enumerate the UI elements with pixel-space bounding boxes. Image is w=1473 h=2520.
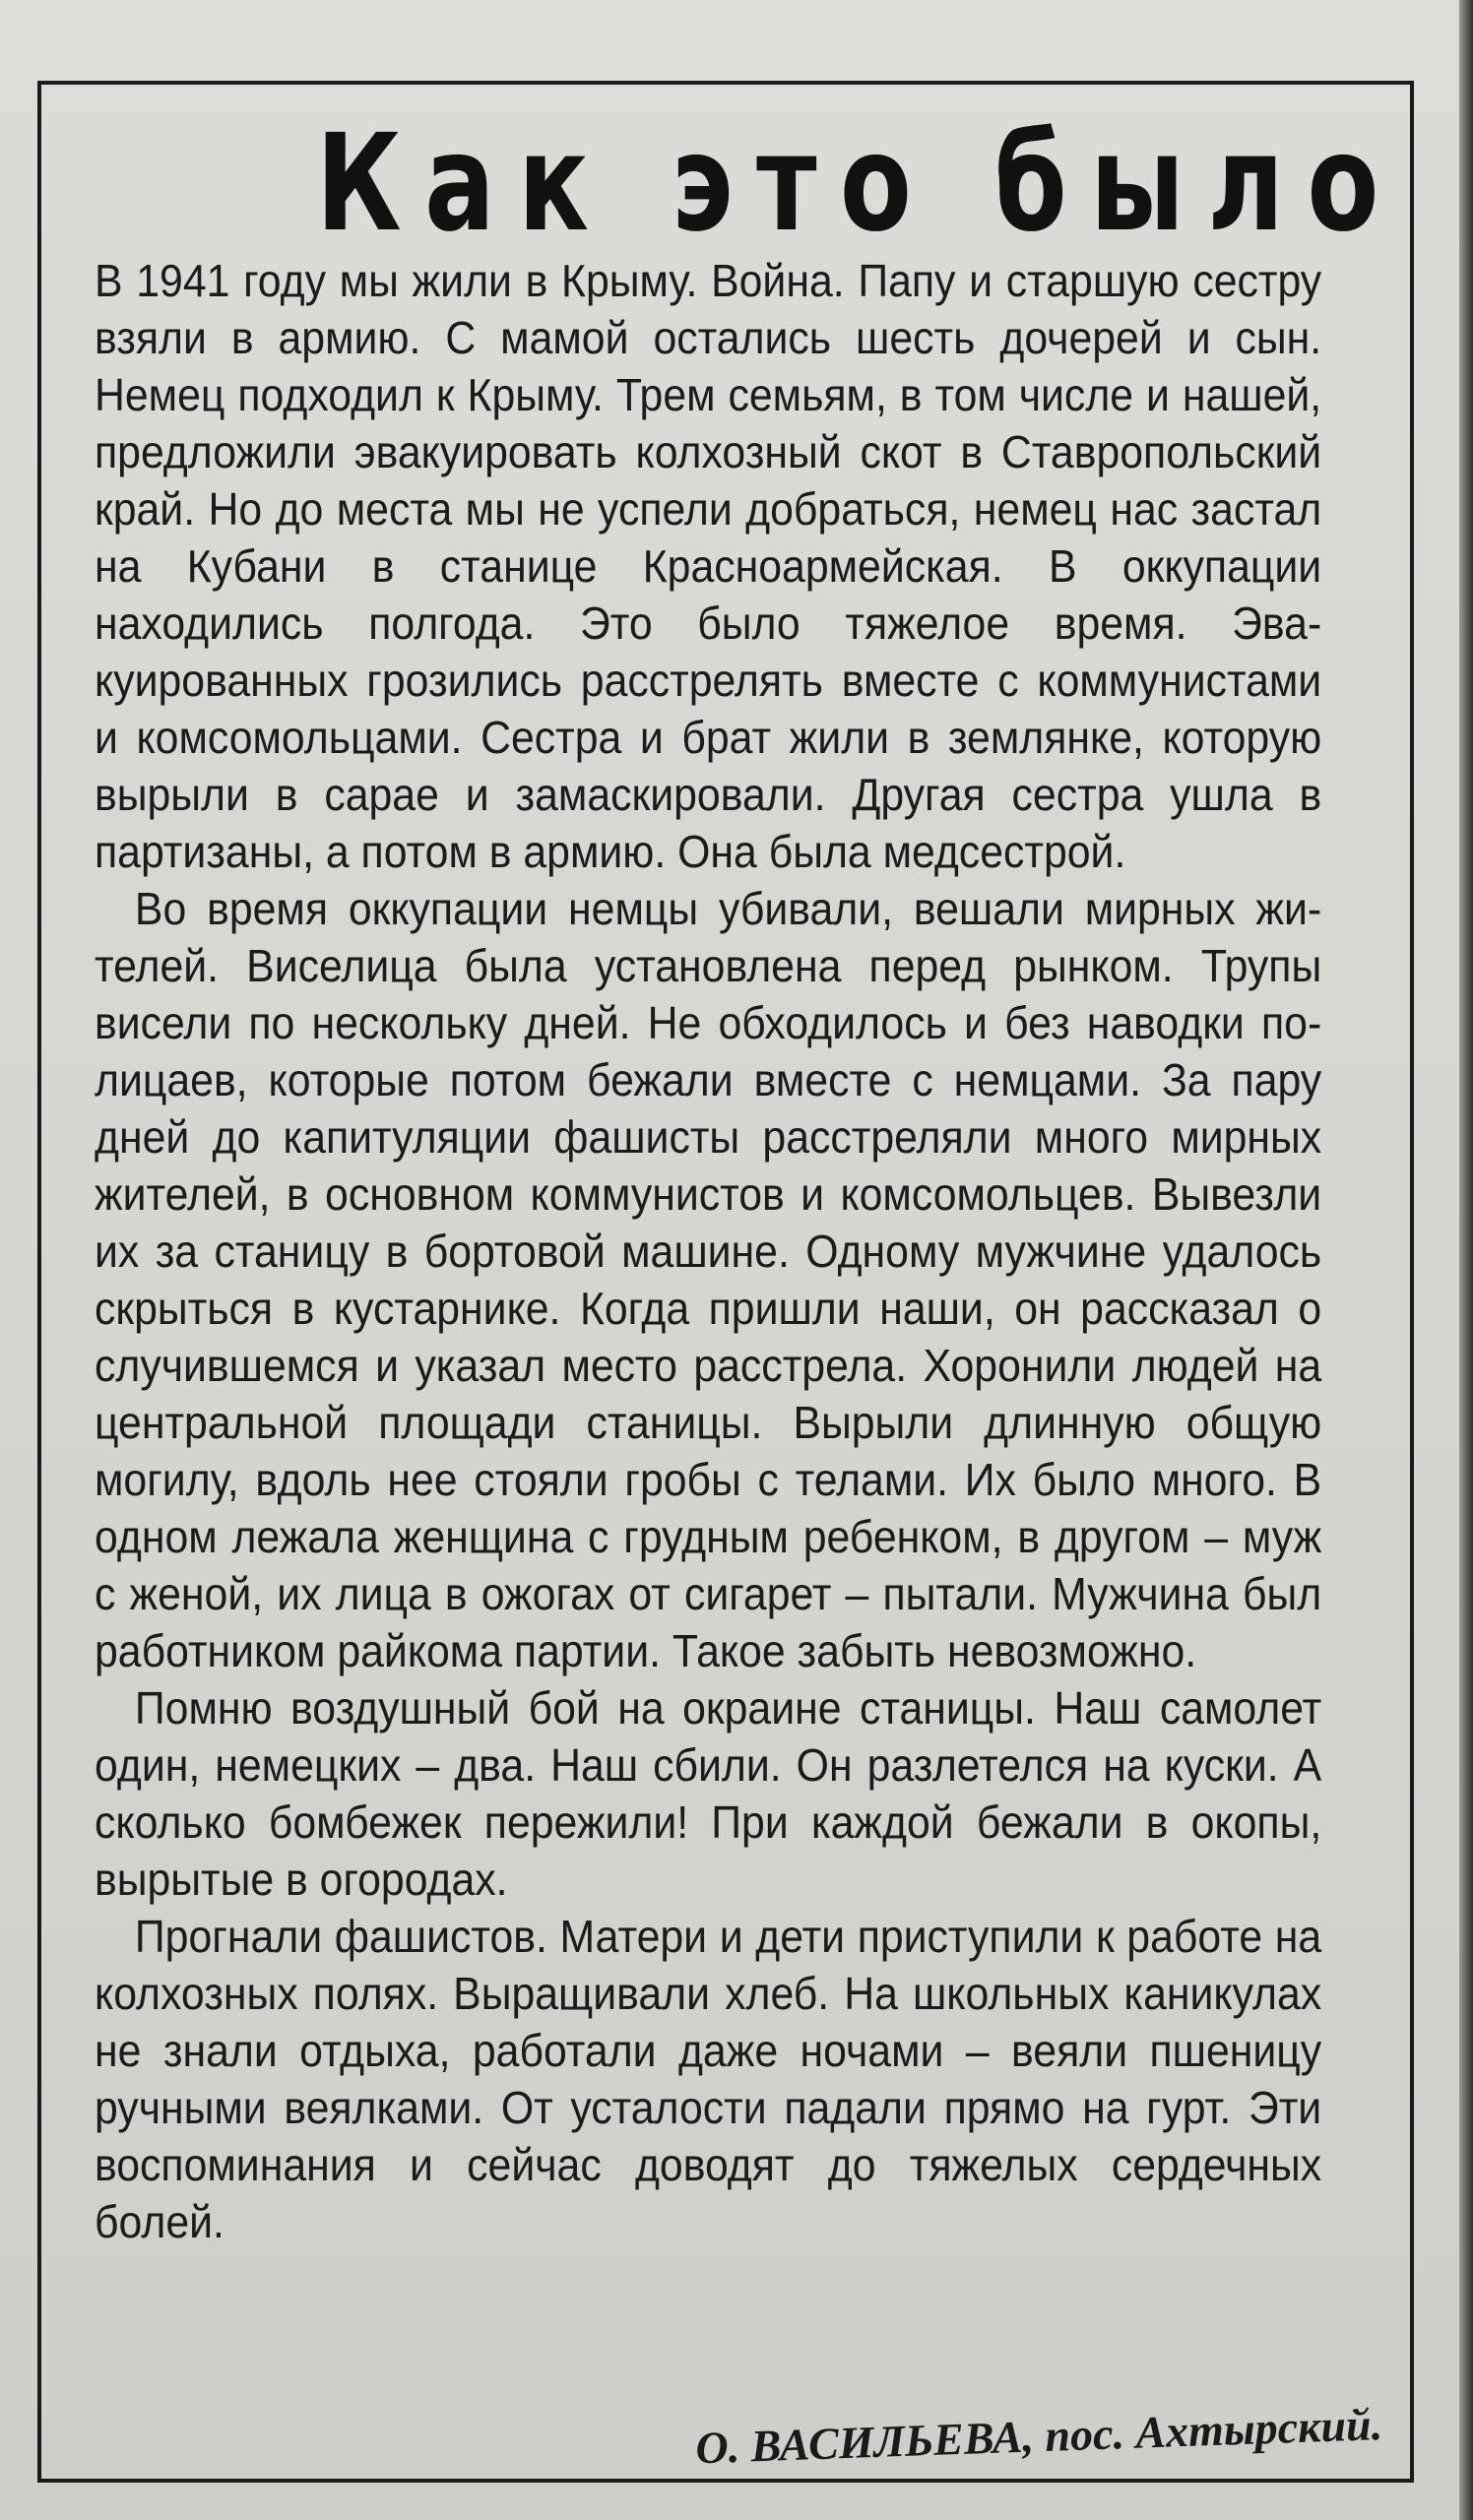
article-paragraph-1: В 1941 году мы жили в Крыму. Война. Папу и старшую сестру взяли в армию. С мамой остались шесть дочерей и сын. Немец подходил к Крыму. Трем семьям, в том числе и нашей, предложили эвакуировать колхозный скот в Ставропольский край. Но до места мы не успели добраться, немец нас застал на Кубани в станице Красноармейская. В оккупации находились полгода. Это было тяжелое время. Эвакуированных грозились расстрелять вместе с коммунистами и комсомольцами. Сестра и брат жили в землянке, которую вырыли в сарае и замаскировали. Другая сестра ушла в партизаны, а потом в армию. Она была медсестрой. [95,255,1322,877]
article-title: Как это было [316,106,1402,262]
article-body [95,252,1321,2250]
page-shadow-edge [1459,0,1473,2520]
author-signature: О. ВАСИЛЬЕВА, пос. Ахтырский. [694,2399,1383,2474]
article-paragraph-3: Помню воздушный бой на окраине станицы. Наш самолет один, немецких – два. Наш сбили. Он разлетелся на куски. А сколько бомбежек пережили! При каждой бежали в окопы, вырытые в огородах. [95,1682,1322,1905]
article-paragraph-4: Прогнали фашистов. Матери и дети приступили к работе на колхозных полях. Выращивали хлеб. На школьных каникулах не знали отдыха, работали даже ночами – веяли пшеницу ручными веялками. От усталости падали прямо на гурт. Эти воспоминания и сейчас доводят до тяжелых сердечных болей. [95,1911,1322,2247]
article-paragraph-2: Во время оккупации немцы убивали, вешали мирных жителей. Виселица была установлена перед рынком. Трупы висели по нескольку дней. Не обходилось и без наводки полицаев, которые потом бежали вместе с немцами. За пару дней до капитуляции фашисты расстреляли много мирных жителей, в основном коммунистов и комсомольцев. Вывезли их за станицу в бортовой машине. Одному мужчине удалось скрыться в кустарнике. Когда пришли наши, он рассказал о случившемся и указал место расстрела. Хоронили людей на центральной площади станицы. Вырыли длинную общую могилу, вдоль нее стояли гробы с телами. Их было много. В одном лежала женщина с грудным ребенком, в другом – муж с женой, их лица в ожогах от сигарет – пытали. Мужчина был работником райкома партии. Такое забыть невозможно. [95,883,1322,1676]
